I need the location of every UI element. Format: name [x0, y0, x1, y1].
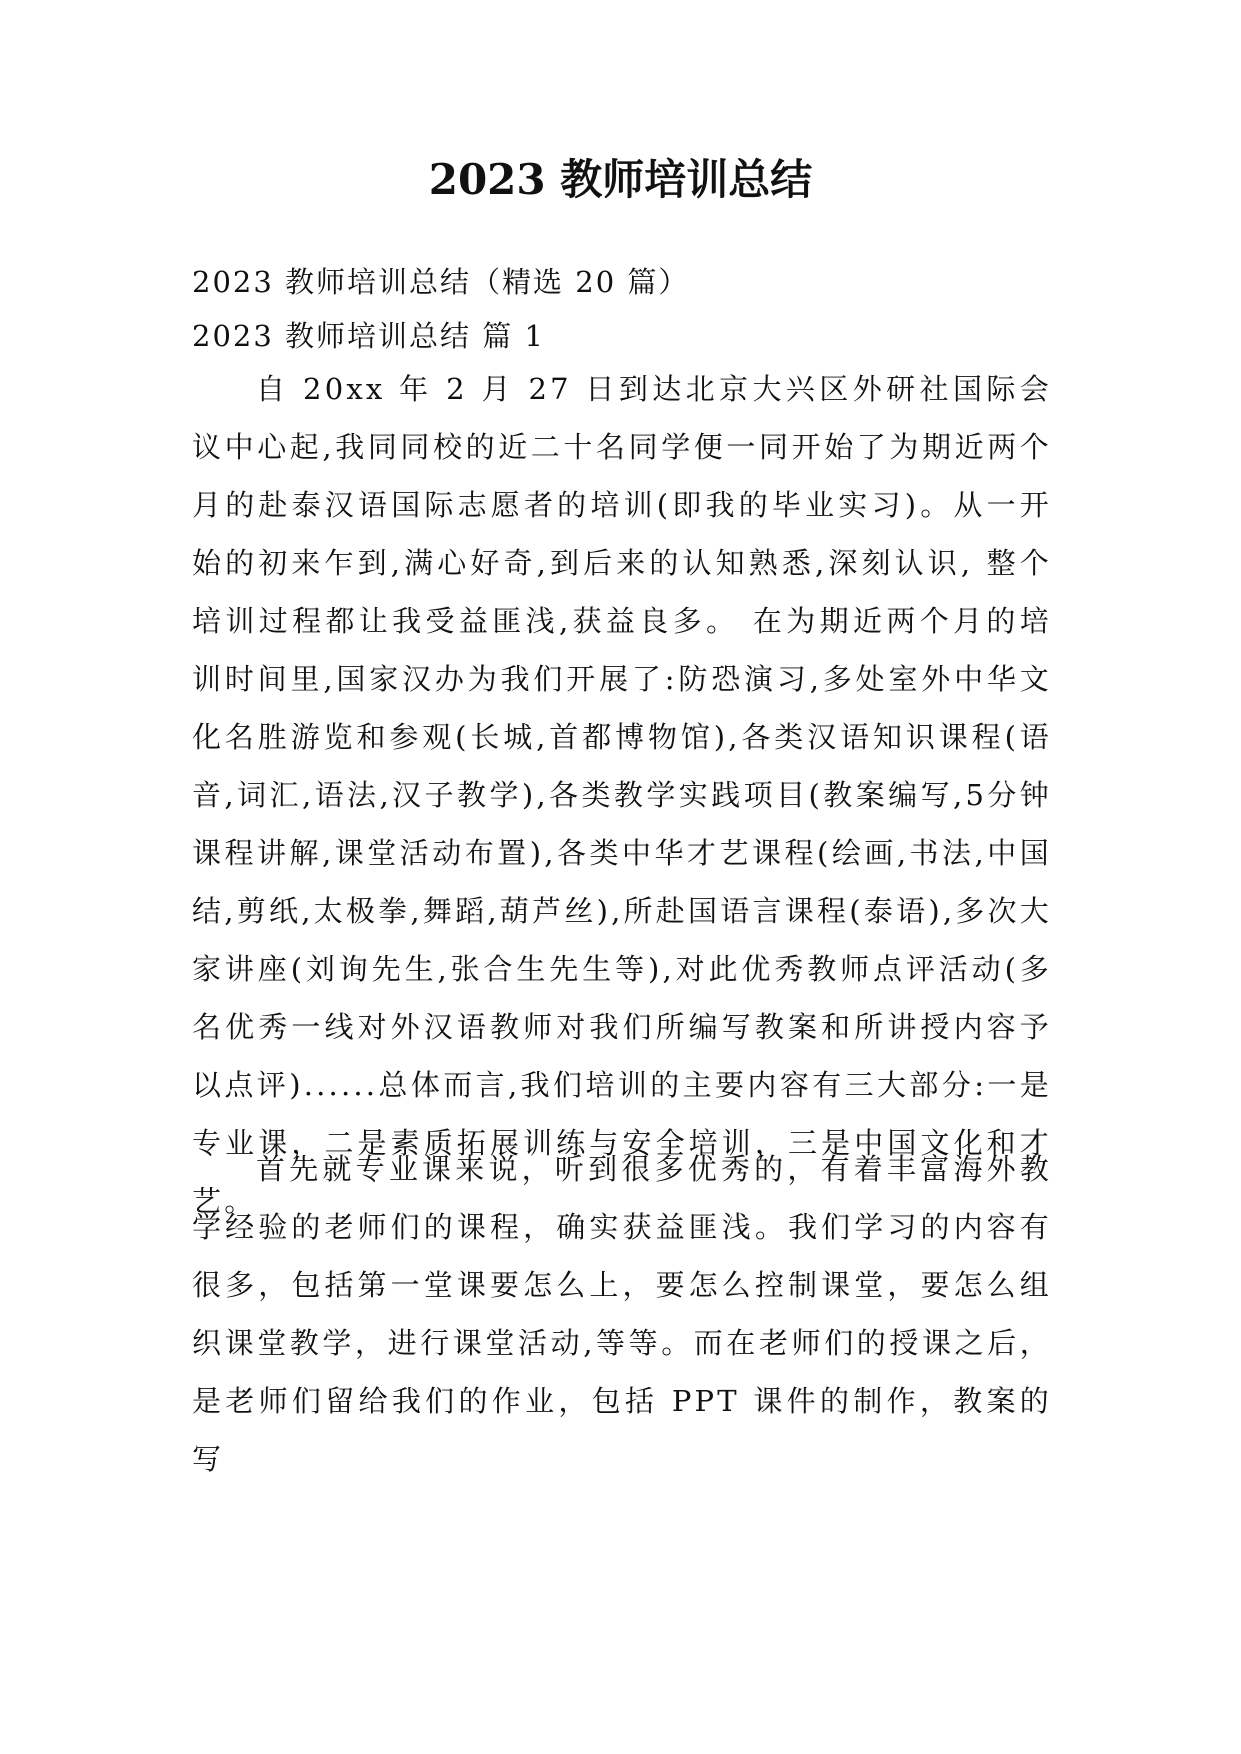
section-heading: 2023 教师培训总结 篇 1	[192, 319, 545, 353]
document-title: 2023 教师培训总结	[428, 155, 813, 204]
document-subtitle: 2023 教师培训总结（精选 20 篇）	[192, 265, 690, 299]
paragraph-2: 首先就专业课来说，听到很多优秀的，有着丰富海外教学经验的老师们的课程，确实获益匪浅。我们学习的内容有很多，包括第一堂课要怎么上，要怎么控制课堂，要怎么组织课堂教学，进行课堂活动,等等。而在老师们的授课之后，是老师们留给我们的作业，包括 PPT 课件的制作，教案的写	[192, 1152, 1052, 1476]
paragraph-1: 自 20xx 年 2 月 27 日到达北京大兴区外研社国际会议中心起,我同同校的近二十名同学便一同开始了为期近两个月的赴泰汉语国际志愿者的培训(即我的毕业实习)。从一开始的初来乍到,满心好奇,到后来的认知熟悉,深刻认识, 整个培训过程都让我受益匪浅,获益良多。 在为期近两个月的培训时间里,国家汉办为我们开展了:防恐演习,多处室外中华文化名胜游览和参观(长城,首都博物馆),各类汉语知识课程(语音,词汇,语法,汉子教学),各类教学实践项目(教案编写,5分钟课程讲解,课堂活动布置),各类中华才艺课程(绘画,书法,中国结,剪纸,太极拳,舞蹈,葫芦丝),所赴国语言课程(泰语),多次大家讲座(刘询先生,张合生先生等),对此优秀教师点评活动(多名优秀一线对外汉语教师对我们所编写教案和所讲授内容予以点评)......总体而言,我们培训的主要内容有三大部分:一是专业课，二是素质拓展训练与安全培训，三是中国文化和才艺。	[192, 372, 1052, 1218]
